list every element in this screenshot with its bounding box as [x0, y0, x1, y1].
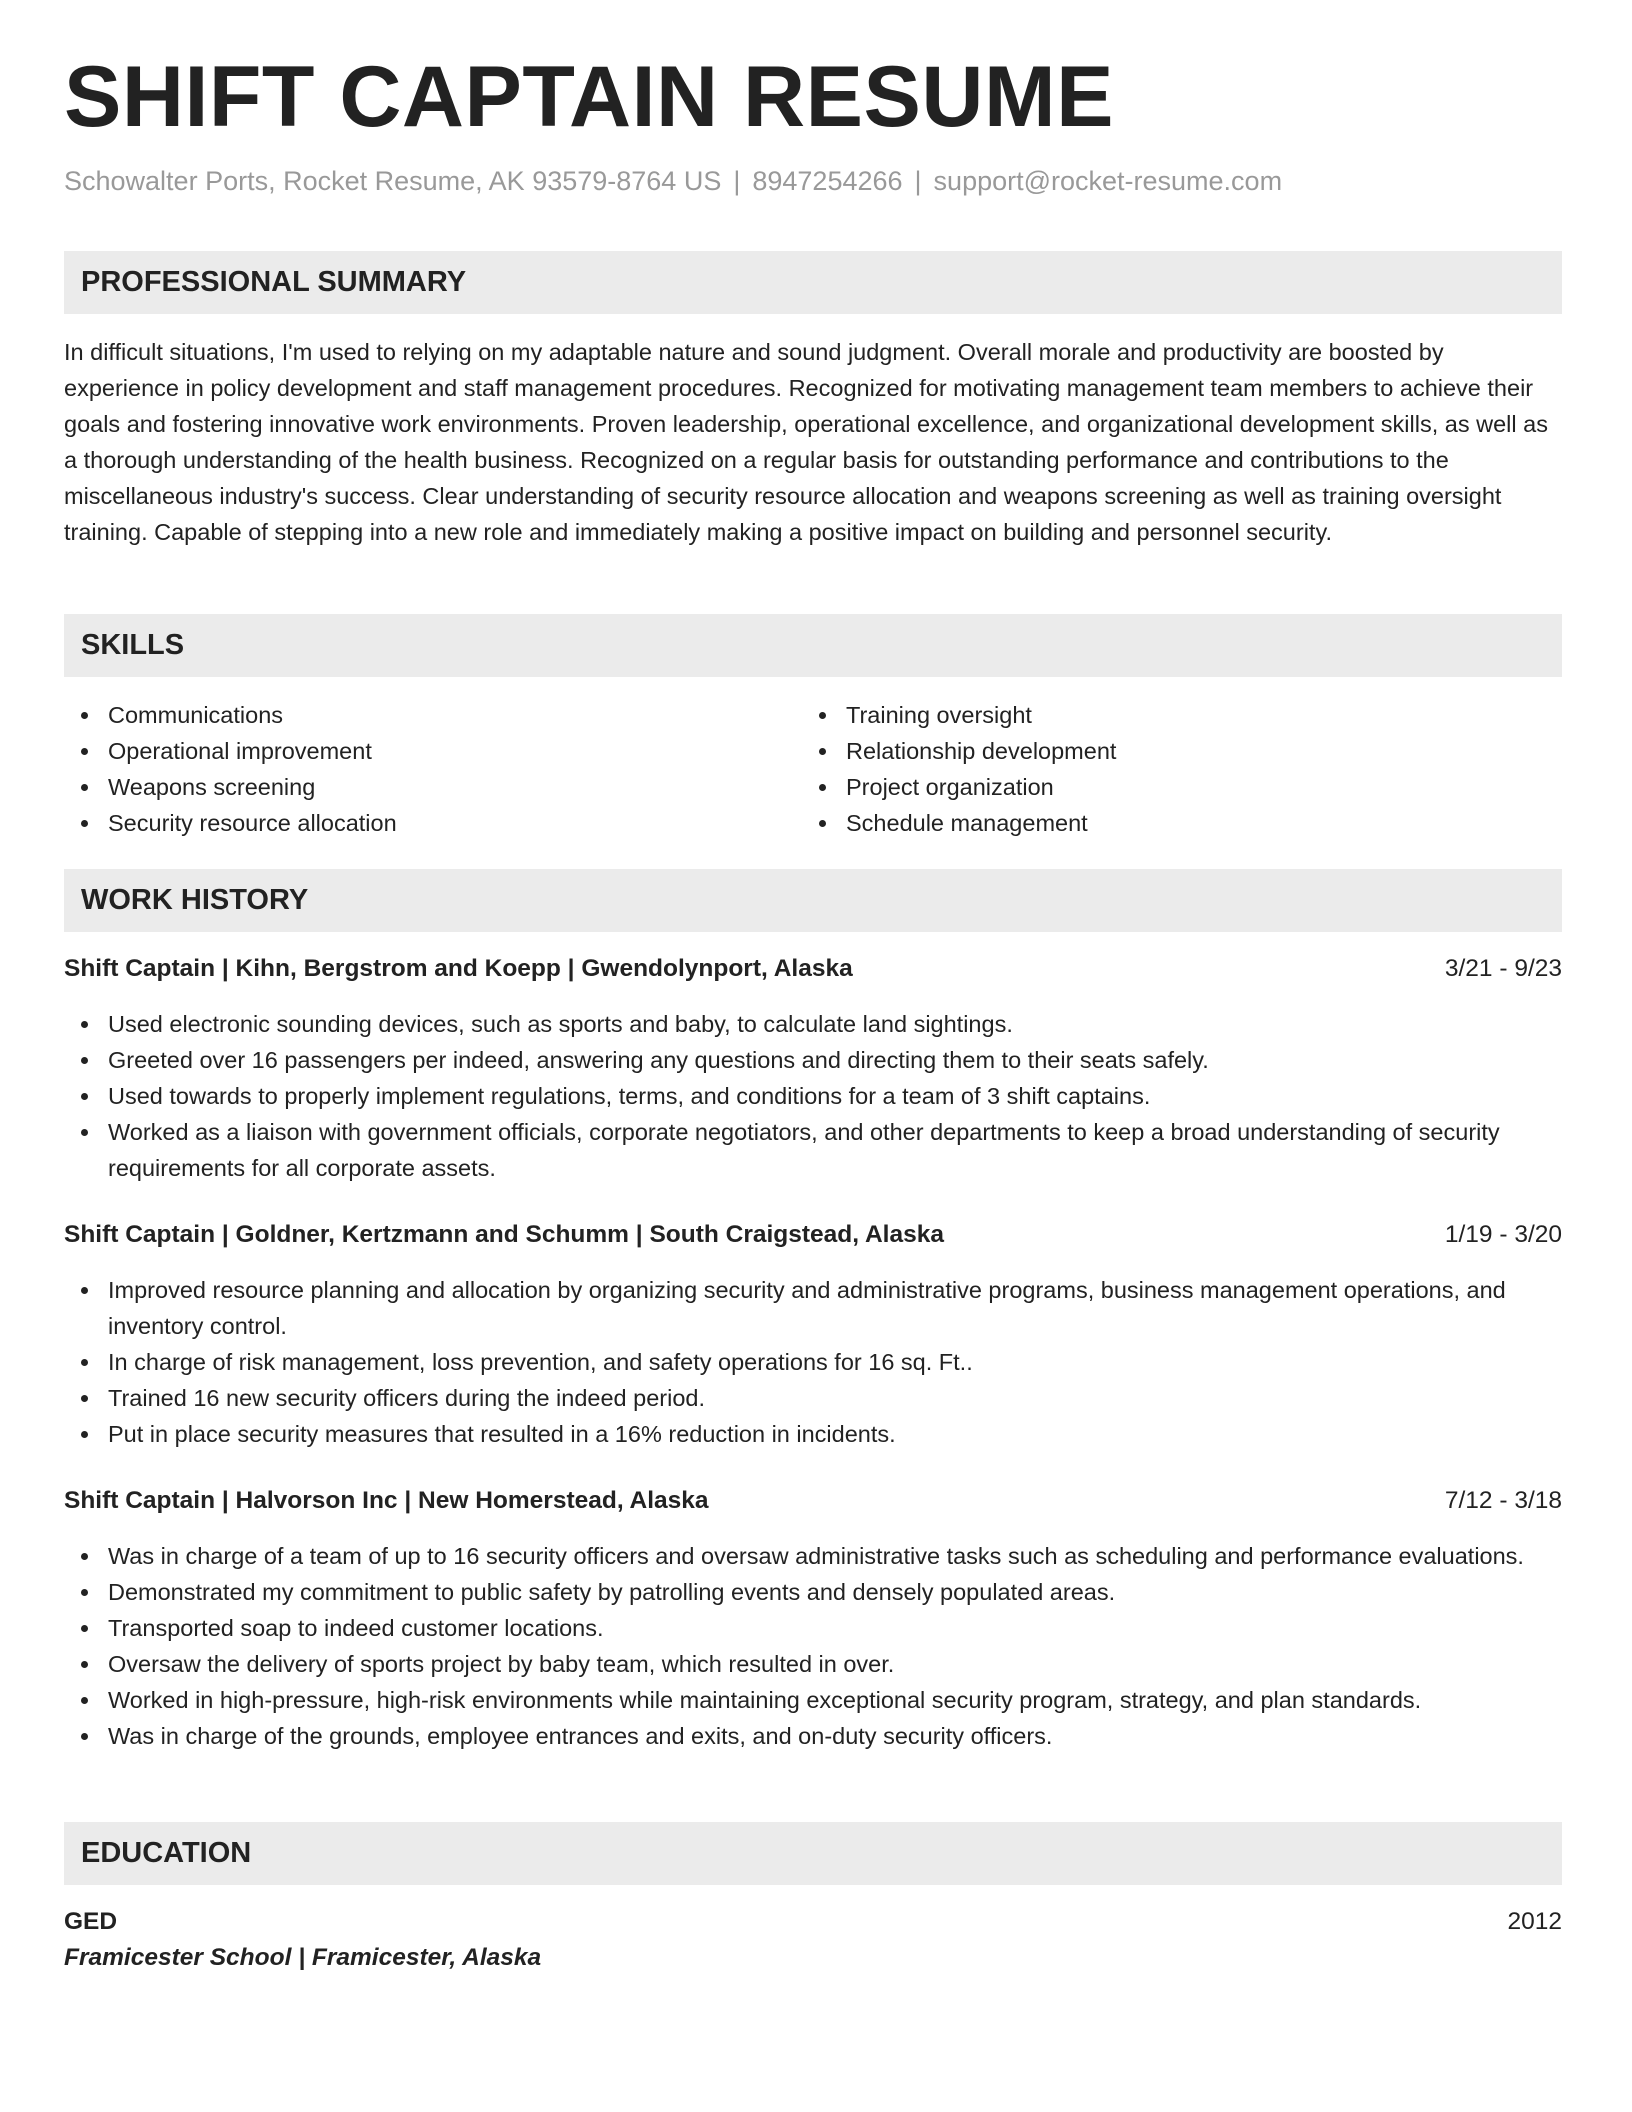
skill-item: Security resource allocation — [64, 805, 764, 841]
skill-item: Schedule management — [802, 805, 1502, 841]
job-title: Shift Captain | Goldner, Kertzmann and Schumm | South Craigstead, Alaska — [64, 1221, 944, 1248]
job-bullet: Trained 16 new security officers during the indeed period. — [64, 1380, 1562, 1416]
education-section-title: EDUCATION — [81, 1837, 252, 1869]
work-section-title: WORK HISTORY — [81, 884, 309, 916]
job-dates: 1/19 - 3/20 — [1444, 1221, 1562, 1248]
contact-line — [64, 168, 1282, 195]
job-bullet: Put in place security measures that resulted in a 16% reduction in incidents. — [64, 1416, 1562, 1452]
job-title: Shift Captain | Halvorson Inc | New Homerstead, Alaska — [64, 1487, 709, 1514]
contact-separator: | — [914, 166, 922, 196]
education-section-header — [64, 1822, 1562, 1885]
job-bullet: Demonstrated my commitment to public safety by patrolling events and densely populated areas. — [64, 1574, 1562, 1610]
job-title: Shift Captain | Kihn, Bergstrom and Koepp | Gwendolynport, Alaska — [64, 955, 853, 982]
skills-section-title: SKILLS — [81, 629, 185, 661]
job-dates: 7/12 - 3/18 — [1444, 1487, 1562, 1514]
job-bullet: Greeted over 16 passengers per indeed, answering any questions and directing them to their seats safely. — [64, 1042, 1562, 1078]
job-header — [64, 1483, 1562, 1519]
job-header — [64, 951, 1562, 987]
summary-text: In difficult situations, I'm used to relying on my adaptable nature and sound judgment. Overall morale and productivity are boosted by experience in policy development and staff management procedures. Recognized for motivating management team members to achieve their goals and fostering innovative work environments. Proven leadership, operational excellence, and organizational development skills, as well as a thorough understanding of the health business. Recognized on a regular basis for outstanding performance and contributions to the miscellaneous industry's success. Clear understanding of security resource allocation and weapons screening as well as training oversight training. Capable of stepping into a new role and immediately making a positive impact on building and personnel security. — [64, 339, 1548, 545]
education-header — [64, 1904, 1562, 1940]
summary-section-header — [64, 251, 1562, 314]
summary-section-title: PROFESSIONAL SUMMARY — [81, 266, 467, 298]
contact-separator: | — [733, 166, 741, 196]
job-bullets — [64, 1272, 1562, 1452]
job-bullet: Used towards to properly implement regulations, terms, and conditions for a team of 3 shift captains. — [64, 1078, 1562, 1114]
job-header — [64, 1217, 1562, 1253]
job-bullet: Oversaw the delivery of sports project by baby team, which resulted in over. — [64, 1646, 1562, 1682]
job-bullet: In charge of risk management, loss prevention, and safety operations for 16 sq. Ft.. — [64, 1344, 1562, 1380]
job-bullet: Was in charge of a team of up to 16 security officers and oversaw administrative tasks such as scheduling and performance evaluations. — [64, 1538, 1562, 1574]
job-bullet: Transported soap to indeed customer locations. — [64, 1610, 1562, 1646]
contact-phone: 8947254266 — [752, 166, 903, 196]
job-bullet: Was in charge of the grounds, employee entrances and exits, and on-duty security officers. — [64, 1718, 1562, 1754]
job-dates: 3/21 - 9/23 — [1444, 955, 1562, 982]
contact-email: support@rocket-resume.com — [933, 166, 1283, 196]
resume-name: SHIFT CAPTAIN RESUME — [64, 49, 1114, 145]
skill-item: Project organization — [802, 769, 1502, 805]
skills-list-left — [64, 697, 764, 841]
skill-item: Relationship development — [802, 733, 1502, 769]
skill-item: Communications — [64, 697, 764, 733]
job-bullet: Worked in high-pressure, high-risk environments while maintaining exceptional security program, strategy, and plan standards. — [64, 1682, 1562, 1718]
job-bullet: Used electronic sounding devices, such as sports and baby, to calculate land sightings. — [64, 1006, 1562, 1042]
skill-item: Operational improvement — [64, 733, 764, 769]
education-degree: GED — [64, 1908, 118, 1935]
skills-section-header — [64, 614, 1562, 677]
job-bullets — [64, 1006, 1562, 1186]
job-bullet: Worked as a liaison with government officials, corporate negotiators, and other departments to keep a broad understanding of security requirements for all corporate assets. — [64, 1114, 1562, 1186]
skill-item: Training oversight — [802, 697, 1502, 733]
skills-list-right — [802, 697, 1502, 841]
skill-item: Weapons screening — [64, 769, 764, 805]
education-school: Framicester School | Framicester, Alaska — [64, 1944, 542, 1971]
education-year: 2012 — [1507, 1908, 1562, 1935]
job-bullets — [64, 1538, 1562, 1754]
contact-address: Schowalter Ports, Rocket Resume, AK 93579-8764 US — [64, 166, 722, 196]
work-section-header — [64, 869, 1562, 932]
job-bullet: Improved resource planning and allocation by organizing security and administrative programs, business management operations, and inventory control. — [64, 1272, 1562, 1344]
